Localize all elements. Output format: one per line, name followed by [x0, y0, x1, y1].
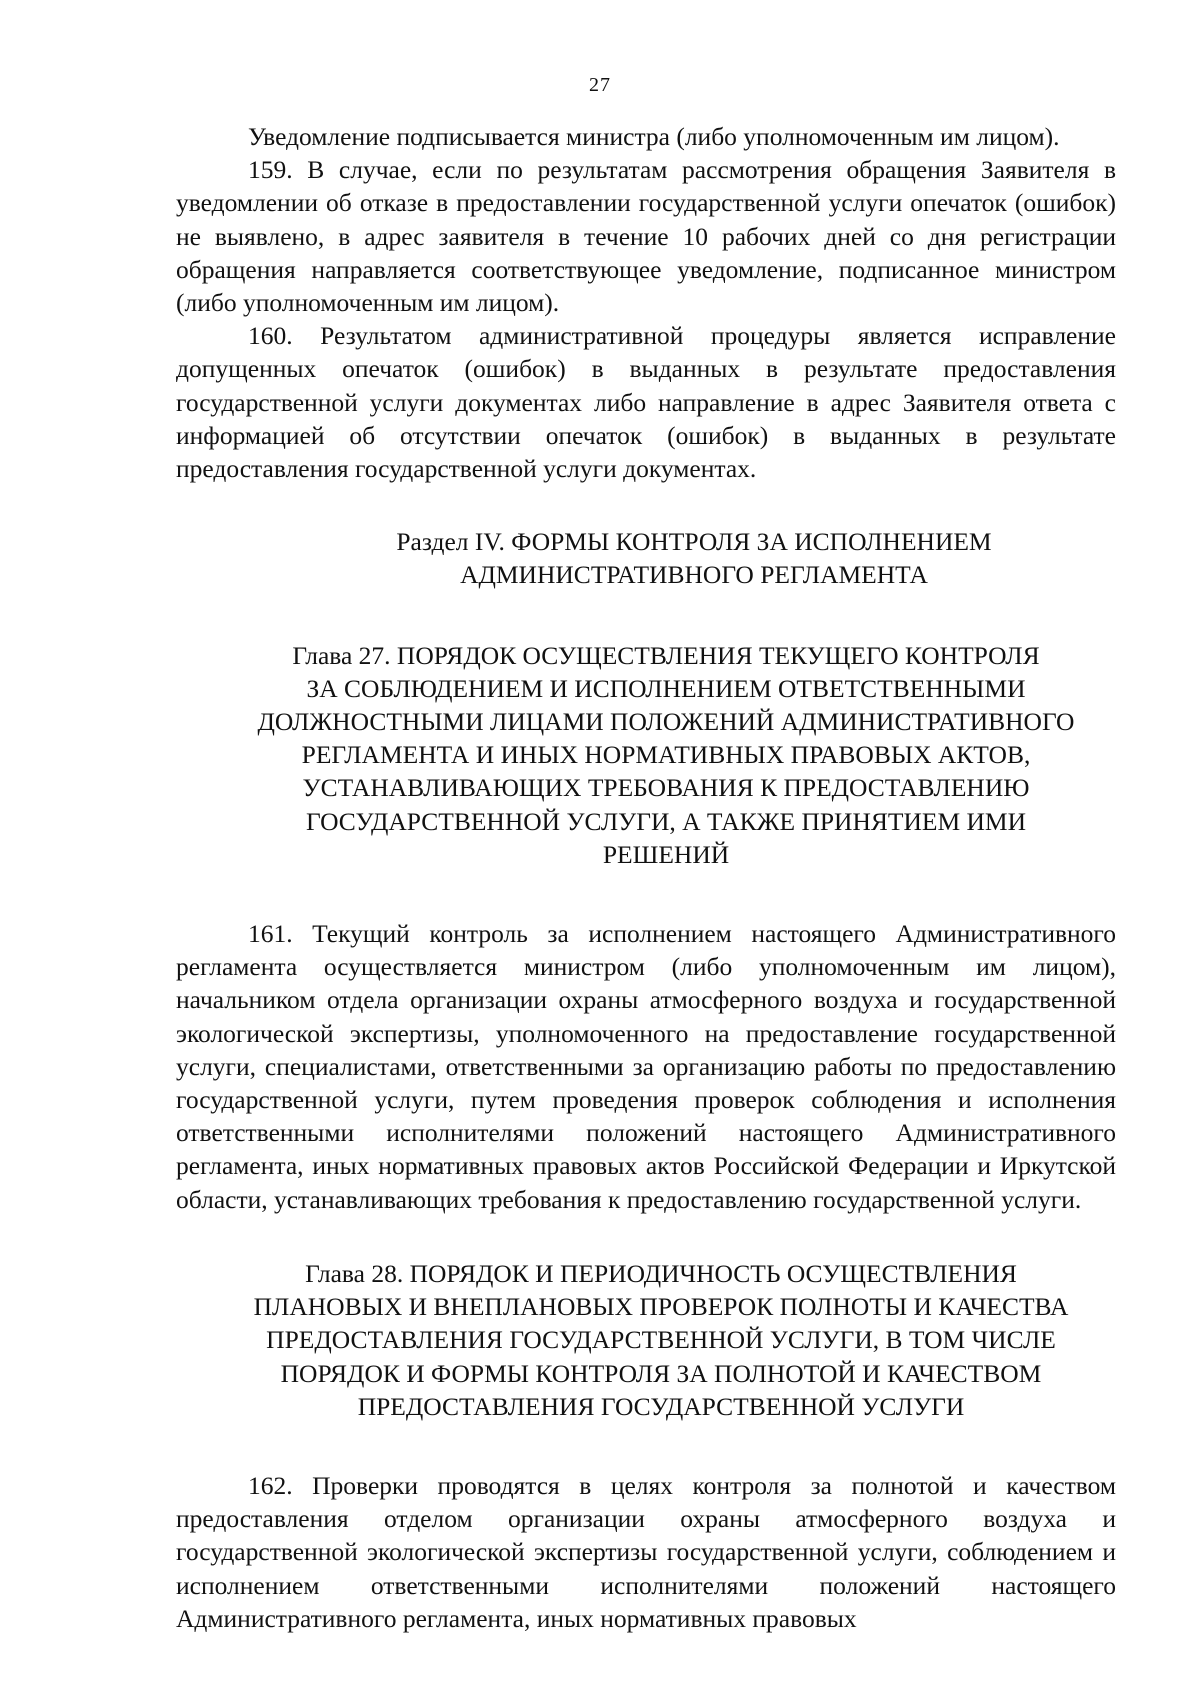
chapter-28-heading: Глава 28. ПОРЯДОК И ПЕРИОДИЧНОСТЬ ОСУЩЕСТВЛЕНИЯ ПЛАНОВЫХ И ВНЕПЛАНОВЫХ ПРОВЕРОК ПОЛНОТЫ И КАЧЕСТВА ПРЕДОСТАВЛЕНИЯ ГОСУДАРСТВЕННОЙ УСЛУГИ, В ТОМ ЧИСЛЕ ПОРЯДОК И ФОРМЫ КОНТРОЛЯ ЗА ПОЛНОТОЙ И КАЧЕСТВОМ ПРЕДОСТАВЛЕНИЯ ГОСУДАРСТВЕННОЙ УСЛУГИ — [253, 1258, 1069, 1421]
paragraph-159: 159. В случае, если по результатам рассмотрения обращения Заявителя в уведомлении об отказе в предоставлении государственной услуги опечаток (ошибок) не выявлено, в адрес заявителя в течение 10 рабочих дней со дня регистрации обращения направляется соответствующее уведомление, подписанное министром (либо уполномоченным им лицом). — [176, 155, 1116, 318]
paragraph-notice: Уведомление подписывается министра (либо уполномоченным им лицом). — [248, 122, 1060, 151]
paragraph-160: 160. Результатом административной процедуры является исправление допущенных опечаток (ошибок) в выданных в результате предоставления государственной услуги документах либо направление в адрес Заявителя ответа с информацией об отсутствии опечаток (ошибок) в выданных в результате предоставления государственной услуги документах. — [176, 321, 1116, 484]
section-iv-heading: Раздел IV. ФОРМЫ КОНТРОЛЯ ЗА ИСПОЛНЕНИЕМ АДМИНИСТРАТИВНОГО РЕГЛАМЕНТА — [396, 527, 992, 590]
paragraph-162: 162. Проверки проводятся в целях контроля за полнотой и качеством предоставления отделом организации охраны атмосферного воздуха и государственной экологической экспертизы государственной услуги, соблюдением и исполнением ответственными исполнителями положений настоящего Административного регламента, иных нормативных правовых — [176, 1470, 1116, 1633]
document-body — [176, 120, 1116, 1635]
page-number: 27 — [589, 74, 611, 96]
chapter-27-heading: Глава 27. ПОРЯДОК ОСУЩЕСТВЛЕНИЯ ТЕКУЩЕГО КОНТРОЛЯ ЗА СОБЛЮДЕНИЕМ И ИСПОЛНЕНИЕМ ОТВЕТСТВЕННЫМИ ДОЛЖНОСТНЫМИ ЛИЦАМИ ПОЛОЖЕНИЙ АДМИНИСТРАТИВНОГО РЕГЛАМЕНТА И ИНЫХ НОРМАТИВНЫХ ПРАВОВЫХ АКТОВ, УСТАНАВЛИВАЮЩИХ ТРЕБОВАНИЯ К ПРЕДОСТАВЛЕНИЮ ГОСУДАРСТВЕННОЙ УСЛУГИ, А ТАКЖЕ ПРИНЯТИЕМ ИМИ РЕШЕНИЙ — [257, 640, 1075, 869]
paragraph-161: 161. Текущий контроль за исполнением настоящего Административного регламента осуществляется министром (либо уполномоченным им лицом), начальником отдела организации охраны атмосферного воздуха и государственной экологической экспертизы, уполномоченного на предоставление государственной услуги, специалистами, ответственными за организацию работы по предоставлению государственной услуги, путем проведения проверок соблюдения и исполнения ответственными исполнителями положений настоящего Административного регламента, иных нормативных правовых актов Российской Федерации и Иркутской области, устанавливающих требования к предоставлению государственной услуги. — [176, 919, 1116, 1214]
